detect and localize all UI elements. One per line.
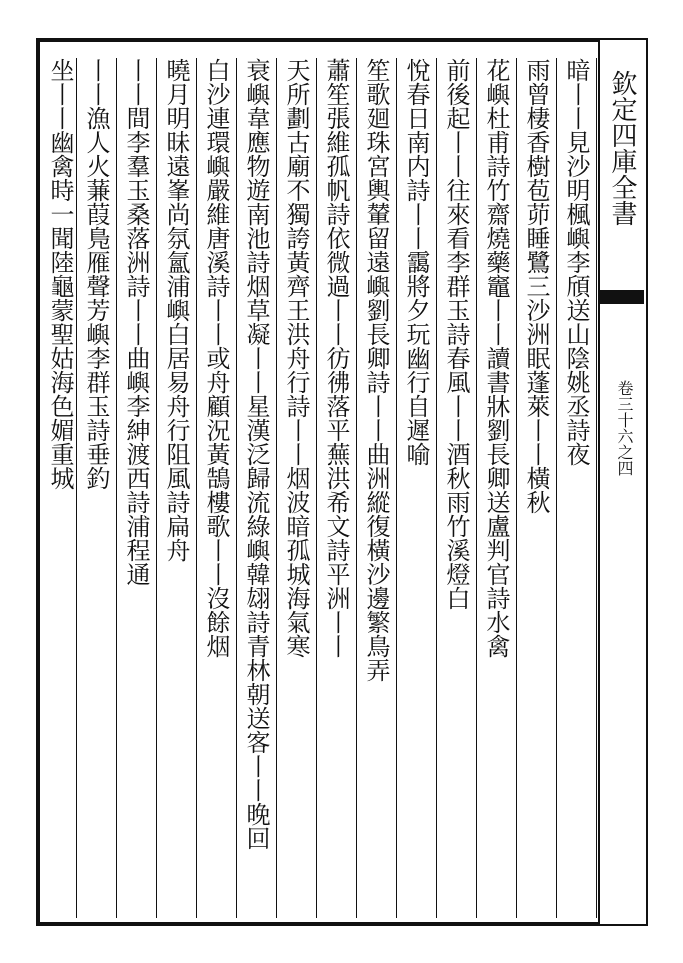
- text-column-8: [276, 58, 317, 918]
- column-text: 雨曾棲香樹苞茆睡鷺三沙洲眠蓬萊丨丨橫秋: [522, 58, 550, 514]
- text-column-6: [356, 58, 397, 918]
- column-text: 丨丨漁人火蒹葭鳬雁聲芳嶼李群玉詩垂釣: [82, 58, 110, 490]
- column-text: 白沙連環嶼嚴維唐溪詩丨丨或舟顧況黃鵠樓歌丨丨沒餘烟: [202, 58, 230, 658]
- text-column-5: [396, 58, 437, 918]
- volume-label: 卷三十六之四: [615, 380, 634, 476]
- text-column-13: [76, 58, 117, 918]
- column-text: 曉月明昧遠峯尚氛氳浦嶼白居易舟行阻風詩扁舟: [162, 58, 190, 562]
- text-column-9: [236, 58, 277, 918]
- column-text: 前後起丨丨往來看李群玉詩春風丨丨酒秋雨竹溪燈白: [442, 58, 470, 610]
- text-column-3: [476, 58, 517, 918]
- column-text: 丨丨間李羣玉桑落洲詩丨丨曲嶼李紳渡西詩浦程通: [122, 58, 150, 586]
- column-text: 悅春日南内詩丨丨靄將夕玩幽行自遲喻: [402, 58, 430, 466]
- column-text: 坐丨丨幽禽時一聞陸龜蒙聖姑海色媚重城: [46, 58, 74, 490]
- book-title: 欽定四庫全書: [607, 70, 637, 226]
- text-column-10: [196, 58, 237, 918]
- text-column-1: [556, 58, 597, 918]
- column-text: 蕭笙張維孤帆詩依微過丨丨彷彿落平蕪洪希文詩平洲丨丨: [322, 58, 350, 658]
- column-text: 衰嶼韋應物遊南池詩烟草凝丨丨星漢泛歸流綠嶼韓翃詩青林朝送客丨丨晚回: [242, 58, 270, 850]
- text-column-14: [40, 58, 77, 918]
- text-column-12: [116, 58, 157, 918]
- column-text: 花嶼杜甫詩竹齋燒藥竈丨丨讀書牀劉長卿送盧判官詩水禽: [482, 58, 510, 658]
- fish-tail-mark: [598, 290, 644, 304]
- column-text: 笙歌廻珠宮輿輦留遠嶼劉長卿詩丨丨曲洲縱復橫沙邊繁鳥弄: [362, 58, 390, 682]
- column-text: 天所劃古廟不獨誇黃齊王洪舟行詩丨丨烟波暗孤城海氣寒: [282, 58, 310, 658]
- text-column-4: [436, 58, 477, 918]
- text-column-11: [156, 58, 197, 918]
- text-column-7: [316, 58, 357, 918]
- column-text: 暗丨丨見沙明楓嶼李頎送山陰姚丞詩夜: [562, 58, 590, 466]
- text-column-2: [516, 58, 557, 918]
